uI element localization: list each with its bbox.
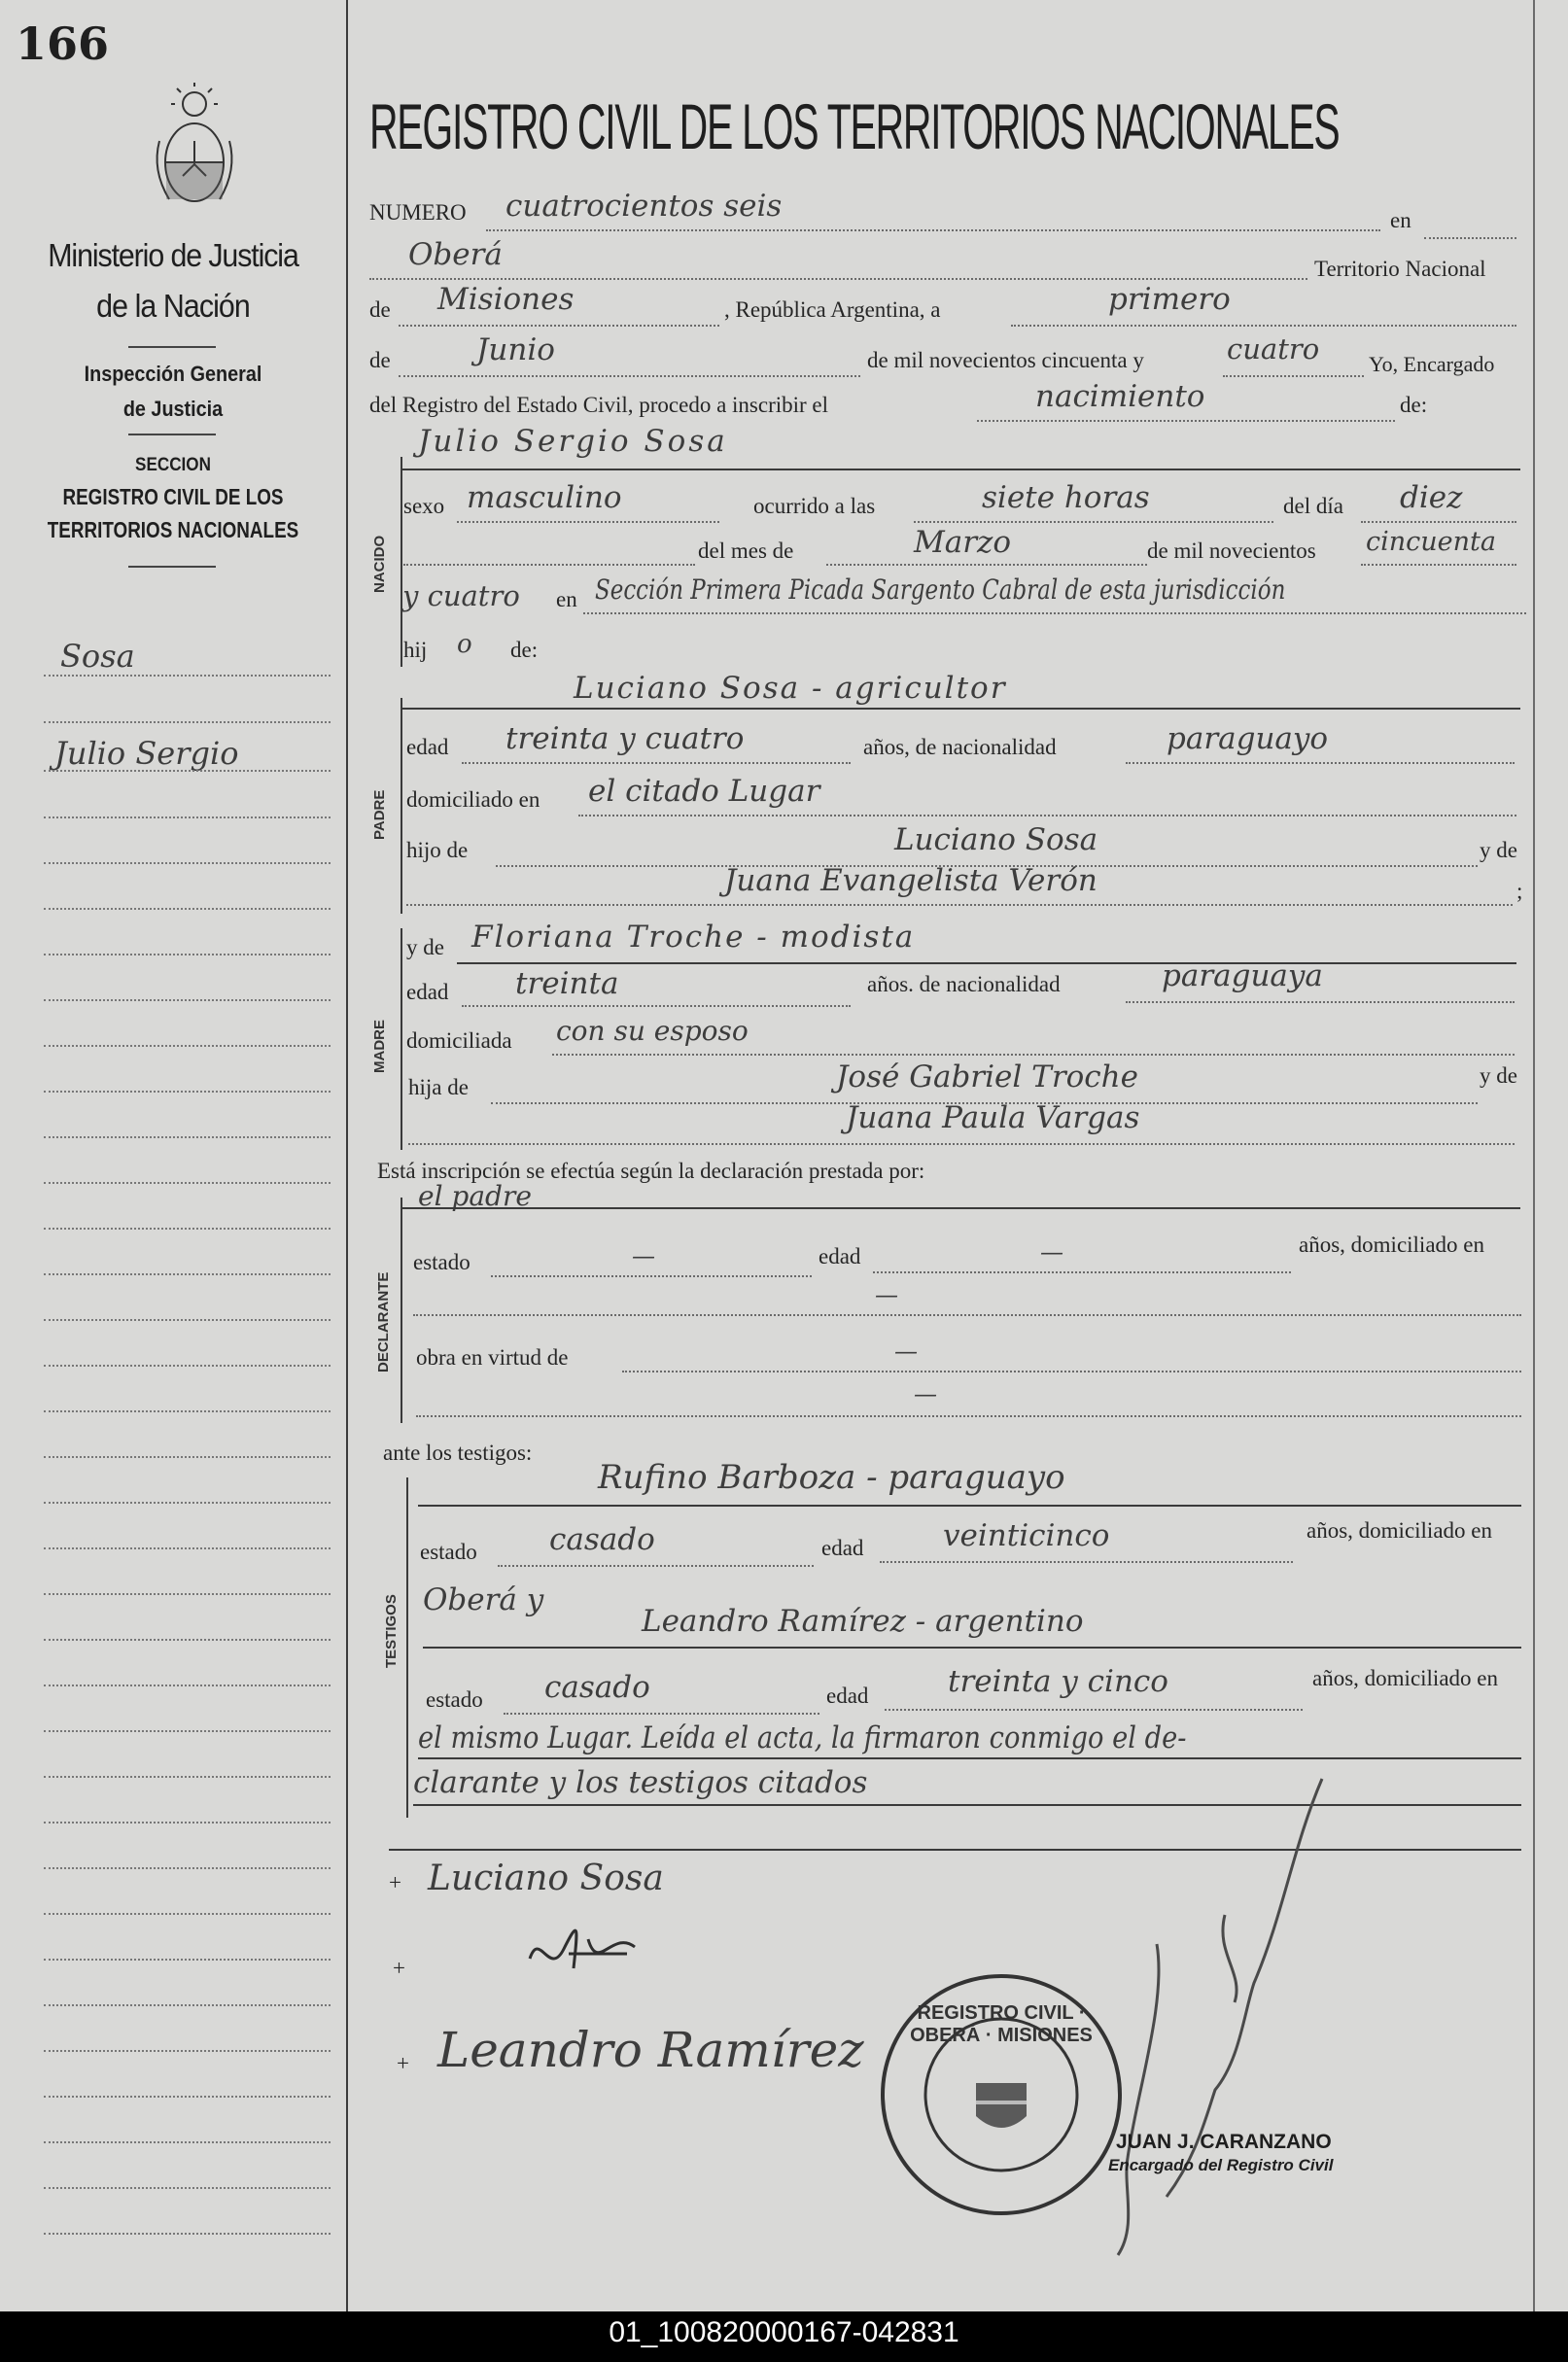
label-de-colon: de: <box>1400 393 1428 417</box>
entry-cierre1: el mismo Lugar. Leída el acta, la firmaron conmigo el de- <box>418 1720 1187 1755</box>
entry-anio-nac2: y cuatro <box>402 579 520 612</box>
signature-declarante: Luciano Sosa <box>428 1858 664 1898</box>
signature-testigo1 <box>520 1920 646 1988</box>
entry-dia: primero <box>1108 282 1231 317</box>
rule-nacido-top <box>402 469 1520 470</box>
entry-padre-madre: Juana Evangelista Verón <box>724 863 1098 898</box>
bracket-testigos <box>406 1477 408 1818</box>
line-obra <box>622 1371 1521 1372</box>
label-estado-t1: estado <box>420 1540 477 1564</box>
rule-cierre1 <box>418 1757 1521 1759</box>
label-edad-t1: edad <box>821 1536 864 1560</box>
label-de-mil-nov: de mil novecientos <box>1147 538 1316 563</box>
entry-madre-madre: Juana Paula Vargas <box>846 1100 1140 1135</box>
label-hija-de: hija de <box>408 1075 469 1099</box>
stamp-line2: Encargado del Registro Civil <box>1108 2156 1334 2174</box>
label-de-padres: de: <box>510 638 539 662</box>
entry-anio: cuatro <box>1227 332 1320 365</box>
rule-end <box>389 1849 1521 1851</box>
section-line2: REGISTRO CIVIL DE LOS <box>62 484 284 509</box>
entry-mes-nac: Marzo <box>914 525 1012 560</box>
ministry-line2: de la Nación <box>96 288 250 324</box>
entry-t1-edad: veinticinco <box>943 1518 1110 1553</box>
document-title: REGISTRO CIVIL DE LOS TERRITORIOS NACIONALES <box>369 90 1340 162</box>
label-territorio: Territorio Nacional <box>1314 257 1486 281</box>
rule-testigo2 <box>423 1647 1521 1649</box>
entry-nombre: Julio Sergio Sosa <box>418 424 728 459</box>
label-testigos: TESTIGOS <box>383 1594 400 1668</box>
label-hij: hij <box>403 638 428 662</box>
entry-hijo-sufijo: o <box>457 630 472 659</box>
label-republica: , República Argentina, a <box>724 297 941 322</box>
line-decl-2 <box>413 1314 1521 1316</box>
entry-acto: nacimiento <box>1035 379 1205 414</box>
entry-padre-nombre: Luciano Sosa - agricultor <box>574 671 1007 706</box>
bracket-declarante <box>401 1198 402 1423</box>
line-dom-padre <box>578 815 1516 816</box>
entry-localidad: Oberá <box>408 237 503 272</box>
line-numero <box>486 229 1380 231</box>
ministry-line1: Ministerio de Justicia <box>48 237 298 273</box>
line-mes-nac <box>826 564 1147 566</box>
section-line3: TERRITORIOS NACIONALES <box>47 517 299 542</box>
label-dom-madre: domiciliada <box>406 1028 512 1053</box>
line-edad-padre <box>462 762 851 764</box>
inspection-line1: Inspección General <box>84 362 262 386</box>
label-de-mes: de <box>369 348 391 372</box>
folio-number: 166 <box>16 17 110 70</box>
label-del-dia: del día <box>1283 494 1343 518</box>
mark-firma2: + <box>393 1956 405 1980</box>
line-lugar-nac <box>583 612 1526 614</box>
entry-declarante: el padre <box>418 1180 532 1212</box>
bracket-nacido <box>401 457 402 667</box>
label-madre: MADRE <box>371 1020 388 1073</box>
label-nac-madre: años. de nacionalidad <box>867 972 1061 996</box>
entry-mes: Junio <box>476 332 555 367</box>
label-numero: NUMERO <box>369 200 467 225</box>
entry-testigo1: Rufino Barboza - paraguayo <box>598 1458 1065 1497</box>
rule-declarante-top <box>402 1207 1520 1209</box>
column-divider <box>346 0 348 2311</box>
line-acto <box>977 420 1395 422</box>
label-semicolon: ; <box>1516 879 1523 903</box>
dash-estado-decl: — <box>632 1242 655 1269</box>
line-sexo <box>457 521 719 523</box>
label-padre: PADRE <box>371 789 388 840</box>
coat-of-arms-icon <box>146 83 243 211</box>
official-signature <box>1098 1769 1351 2275</box>
label-anos-dom-decl: años, domiciliado en <box>1299 1233 1484 1257</box>
label-declarante: DECLARANTE <box>375 1271 392 1372</box>
label-del-registro: del Registro del Estado Civil, procedo a inscribir el <box>369 393 829 417</box>
label-ante: ante los testigos: <box>383 1441 533 1465</box>
entry-madre-nac: paraguaya <box>1162 958 1323 993</box>
footer-id: 01_100820000167-042831 <box>609 2316 959 2348</box>
line-anio-nac <box>1361 564 1516 566</box>
entry-madre-edad: treinta <box>515 966 619 1001</box>
line-en <box>1424 237 1516 239</box>
label-sexo: sexo <box>403 494 445 518</box>
line-dom-madre <box>552 1054 1515 1056</box>
bracket-padre <box>401 698 402 914</box>
inspection-line2: de Justicia <box>122 397 224 421</box>
line-nac-pre <box>403 564 695 566</box>
label-anos-dom-t1: años, domiciliado en <box>1307 1518 1492 1543</box>
entry-hora: siete horas <box>982 480 1150 515</box>
label-dom-padre: domiciliado en <box>406 787 540 812</box>
entry-anio-nac1: cincuenta <box>1366 527 1496 557</box>
entry-dia-nac: diez <box>1400 480 1463 515</box>
label-y-de-madre: y de <box>406 935 444 959</box>
line-dia <box>1011 325 1516 327</box>
label-y-de-madre2: y de <box>1480 1063 1517 1088</box>
signature-testigo2: Leandro Ramírez <box>437 2022 864 2078</box>
line-nac-madre <box>1126 1001 1515 1003</box>
line-anio <box>1223 375 1364 377</box>
dash-decl-2: — <box>875 1281 898 1308</box>
line-dia-nac <box>1361 521 1516 523</box>
rule-cierre2 <box>413 1804 1521 1806</box>
label-y-de-padre: y de <box>1480 838 1517 862</box>
line-edad-t2 <box>885 1709 1303 1711</box>
margin-names: Julio Sergio <box>54 735 239 772</box>
label-edad-madre: edad <box>406 980 449 1004</box>
entry-padre-edad: treinta y cuatro <box>505 721 745 756</box>
label-edad-t2: edad <box>826 1684 869 1708</box>
line-abuela-m <box>408 1143 1515 1145</box>
margin-surname: Sosa <box>60 638 135 675</box>
right-edge-line <box>1533 0 1535 2311</box>
entry-padre-nac: paraguayo <box>1167 721 1329 756</box>
entry-padre-padre: Luciano Sosa <box>894 822 1098 857</box>
entry-t2-estado: casado <box>544 1670 650 1705</box>
label-en: en <box>1390 208 1411 232</box>
label-estado-decl: estado <box>413 1250 470 1274</box>
label-de-territorio: de <box>369 297 391 322</box>
rule-padre-top <box>402 708 1520 710</box>
entry-t2-edad: treinta y cinco <box>948 1664 1168 1699</box>
label-nac-padre: años, de nacionalidad <box>863 735 1057 759</box>
label-nacido: NACIDO <box>371 535 388 593</box>
rule-testigos-top <box>418 1505 1521 1507</box>
line-decl-4 <box>416 1415 1521 1417</box>
line-edad-madre <box>462 1005 851 1007</box>
line-estado-decl <box>491 1275 812 1277</box>
entry-lugar-nac: Sección Primera Picada Sargento Cabral de esta jurisdicción <box>595 573 1286 606</box>
section-rule <box>128 566 216 568</box>
dash-obra: — <box>894 1337 918 1365</box>
line-estado-t1 <box>498 1565 814 1567</box>
inspection-rule <box>128 434 216 435</box>
stamp-line1: JUAN J. CARANZANO <box>1116 2131 1332 2153</box>
label-hijo-de: hijo de <box>406 838 469 862</box>
ministry-rule <box>128 346 216 348</box>
section-line1: SECCION <box>135 455 211 475</box>
dash-edad-decl: — <box>1040 1238 1063 1266</box>
entry-t1-dom: Oberá y <box>423 1582 544 1617</box>
line-mes <box>399 375 860 377</box>
line-edad-t1 <box>880 1561 1293 1563</box>
entry-cierre2: clarante y los testigos citados <box>413 1765 868 1800</box>
line-nac-padre <box>1126 762 1515 764</box>
label-edad-padre: edad <box>406 735 449 759</box>
entry-t1-estado: casado <box>549 1522 655 1557</box>
mark-firma3: + <box>397 2051 409 2075</box>
label-ocurrido: ocurrido a las <box>753 494 876 518</box>
line-edad-decl <box>873 1271 1291 1273</box>
line-localidad <box>369 278 1307 280</box>
line-hora <box>914 521 1273 523</box>
label-estado-t2: estado <box>426 1687 483 1712</box>
seal-ring-text: REGISTRO CIVIL · OBERÁ · MISIONES <box>910 2002 1093 2046</box>
mark-firma1: + <box>389 1870 401 1894</box>
label-esta-inscripcion: Está inscripción se efectúa según la declaración prestada por: <box>377 1159 925 1183</box>
entry-madre-padre: José Gabriel Troche <box>836 1059 1138 1094</box>
entry-testigo2: Leandro Ramírez - argentino <box>642 1604 1084 1639</box>
label-obra: obra en virtud de <box>416 1345 569 1370</box>
rule-madre-top <box>457 962 1516 964</box>
label-yo-encargado: Yo, Encargado <box>1369 352 1495 376</box>
line-territorio <box>399 325 719 327</box>
line-abuela-p <box>406 904 1513 906</box>
label-del-mes: del mes de <box>698 538 794 563</box>
entry-territorio: Misiones <box>437 282 575 317</box>
label-edad-decl: edad <box>819 1244 861 1268</box>
label-de-mil: de mil novecientos cincuenta y <box>867 348 1144 372</box>
entry-madre-nombre: Floriana Troche - modista <box>471 920 916 955</box>
entry-padre-dom: el citado Lugar <box>588 774 820 809</box>
entry-madre-dom: con su esposo <box>556 1015 749 1047</box>
entry-numero: cuatrocientos seis <box>505 189 783 224</box>
label-anos-dom-t2: años, domiciliado en <box>1312 1666 1498 1690</box>
bracket-madre <box>401 928 402 1150</box>
dash-decl-4: — <box>914 1380 937 1407</box>
line-estado-t2 <box>504 1713 819 1715</box>
entry-sexo: masculino <box>467 480 622 515</box>
label-en-lugar: en <box>556 587 577 611</box>
